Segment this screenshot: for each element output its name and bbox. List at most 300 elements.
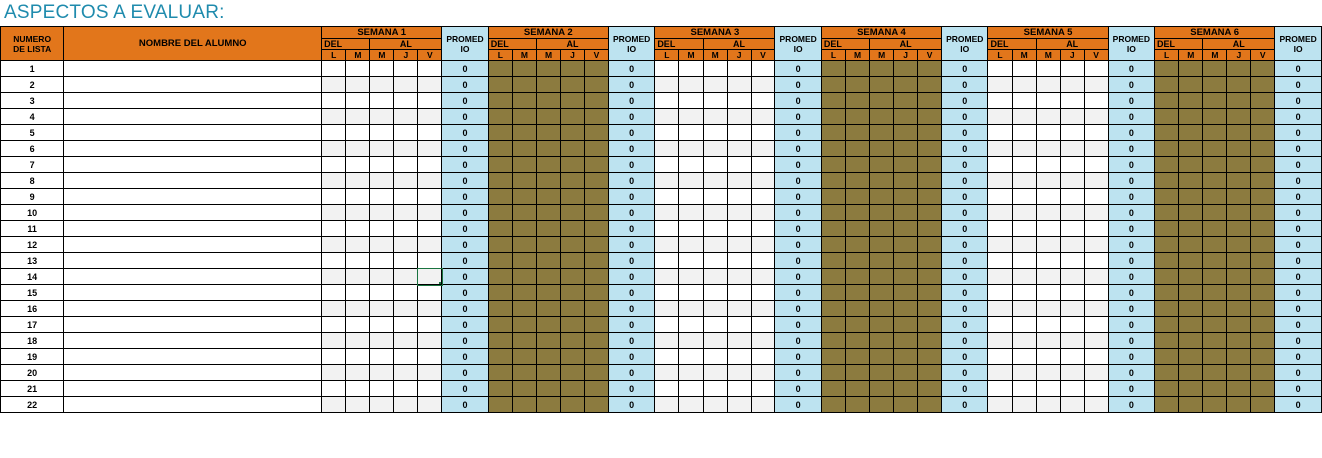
day-cell[interactable] bbox=[1155, 109, 1179, 125]
day-cell[interactable] bbox=[394, 141, 418, 157]
day-cell[interactable] bbox=[1012, 333, 1036, 349]
day-cell[interactable] bbox=[512, 365, 536, 381]
promedio-cell[interactable]: 0 bbox=[1275, 285, 1322, 301]
day-cell[interactable] bbox=[488, 157, 512, 173]
promedio-cell[interactable]: 0 bbox=[1275, 61, 1322, 77]
day-cell[interactable] bbox=[1227, 349, 1251, 365]
day-cell[interactable] bbox=[821, 157, 845, 173]
promedio-cell[interactable]: 0 bbox=[608, 253, 654, 269]
promedio-cell[interactable]: 0 bbox=[442, 93, 488, 109]
promedio-cell[interactable]: 0 bbox=[1108, 141, 1154, 157]
day-cell[interactable] bbox=[418, 189, 442, 205]
day-cell[interactable] bbox=[751, 317, 775, 333]
day-cell[interactable] bbox=[370, 237, 394, 253]
day-cell[interactable] bbox=[346, 365, 370, 381]
promedio-cell[interactable]: 0 bbox=[608, 365, 654, 381]
day-cell[interactable] bbox=[512, 301, 536, 317]
day-cell[interactable] bbox=[537, 253, 561, 269]
promedio-cell[interactable]: 0 bbox=[1108, 61, 1154, 77]
day-cell[interactable] bbox=[1060, 397, 1084, 413]
day-cell[interactable] bbox=[1227, 285, 1251, 301]
promedio-cell[interactable]: 0 bbox=[942, 61, 988, 77]
day-cell[interactable] bbox=[918, 381, 942, 397]
promedio-cell[interactable]: 0 bbox=[608, 397, 654, 413]
student-name-cell[interactable] bbox=[64, 317, 322, 333]
day-cell[interactable] bbox=[846, 397, 870, 413]
day-cell[interactable] bbox=[894, 77, 918, 93]
day-cell[interactable] bbox=[1227, 221, 1251, 237]
day-cell[interactable] bbox=[751, 269, 775, 285]
day-cell[interactable] bbox=[821, 237, 845, 253]
student-name-cell[interactable] bbox=[64, 205, 322, 221]
promedio-cell[interactable]: 0 bbox=[608, 269, 654, 285]
day-cell[interactable] bbox=[751, 221, 775, 237]
promedio-cell[interactable]: 0 bbox=[1108, 349, 1154, 365]
day-cell[interactable] bbox=[561, 93, 585, 109]
day-cell[interactable] bbox=[727, 109, 751, 125]
day-cell[interactable] bbox=[488, 205, 512, 221]
promedio-cell[interactable]: 0 bbox=[1108, 109, 1154, 125]
day-cell[interactable] bbox=[418, 365, 442, 381]
day-cell[interactable] bbox=[561, 317, 585, 333]
promedio-cell[interactable]: 0 bbox=[942, 285, 988, 301]
day-cell[interactable] bbox=[322, 349, 346, 365]
day-cell[interactable] bbox=[1012, 285, 1036, 301]
day-cell[interactable] bbox=[1060, 285, 1084, 301]
student-name-cell[interactable] bbox=[64, 221, 322, 237]
day-cell[interactable] bbox=[394, 237, 418, 253]
day-cell[interactable] bbox=[561, 237, 585, 253]
day-cell[interactable] bbox=[418, 285, 442, 301]
day-cell[interactable] bbox=[1203, 125, 1227, 141]
day-cell[interactable] bbox=[1203, 317, 1227, 333]
day-cell[interactable] bbox=[1227, 173, 1251, 189]
promedio-cell[interactable]: 0 bbox=[442, 141, 488, 157]
day-cell[interactable] bbox=[727, 365, 751, 381]
promedio-cell[interactable]: 0 bbox=[942, 205, 988, 221]
day-cell[interactable] bbox=[370, 205, 394, 221]
promedio-cell[interactable]: 0 bbox=[1275, 221, 1322, 237]
day-cell[interactable] bbox=[679, 349, 703, 365]
day-cell[interactable] bbox=[488, 349, 512, 365]
day-cell[interactable] bbox=[584, 77, 608, 93]
day-cell[interactable] bbox=[655, 237, 679, 253]
promedio-cell[interactable]: 0 bbox=[942, 269, 988, 285]
day-cell[interactable] bbox=[870, 237, 894, 253]
row-number-cell[interactable]: 14 bbox=[1, 269, 64, 285]
day-cell[interactable] bbox=[1060, 189, 1084, 205]
day-cell[interactable] bbox=[727, 237, 751, 253]
day-cell[interactable] bbox=[1084, 157, 1108, 173]
day-cell[interactable] bbox=[394, 253, 418, 269]
promedio-cell[interactable]: 0 bbox=[608, 141, 654, 157]
day-cell[interactable] bbox=[584, 93, 608, 109]
day-cell[interactable] bbox=[1060, 269, 1084, 285]
day-cell[interactable] bbox=[870, 93, 894, 109]
day-cell[interactable] bbox=[1060, 365, 1084, 381]
day-cell[interactable] bbox=[537, 189, 561, 205]
day-cell[interactable] bbox=[870, 141, 894, 157]
day-cell[interactable] bbox=[679, 61, 703, 77]
day-cell[interactable] bbox=[988, 77, 1012, 93]
day-cell[interactable] bbox=[679, 269, 703, 285]
day-cell[interactable] bbox=[394, 349, 418, 365]
day-cell[interactable] bbox=[870, 77, 894, 93]
day-cell[interactable] bbox=[703, 141, 727, 157]
day-cell[interactable] bbox=[1179, 77, 1203, 93]
day-cell[interactable] bbox=[394, 381, 418, 397]
day-cell[interactable] bbox=[1036, 125, 1060, 141]
day-cell[interactable] bbox=[679, 109, 703, 125]
day-cell[interactable] bbox=[1084, 109, 1108, 125]
day-cell[interactable] bbox=[346, 205, 370, 221]
day-cell[interactable] bbox=[561, 221, 585, 237]
day-cell[interactable] bbox=[655, 365, 679, 381]
day-cell[interactable] bbox=[1060, 77, 1084, 93]
day-cell[interactable] bbox=[1036, 93, 1060, 109]
day-cell[interactable] bbox=[1155, 301, 1179, 317]
day-cell[interactable] bbox=[488, 397, 512, 413]
day-cell[interactable] bbox=[821, 77, 845, 93]
day-cell[interactable] bbox=[394, 301, 418, 317]
day-cell[interactable] bbox=[846, 237, 870, 253]
day-cell[interactable] bbox=[584, 381, 608, 397]
day-cell[interactable] bbox=[846, 365, 870, 381]
day-cell[interactable] bbox=[846, 269, 870, 285]
day-cell[interactable] bbox=[537, 285, 561, 301]
day-cell[interactable] bbox=[1155, 237, 1179, 253]
day-cell[interactable] bbox=[370, 77, 394, 93]
day-cell[interactable] bbox=[418, 221, 442, 237]
day-cell[interactable] bbox=[821, 93, 845, 109]
day-cell[interactable] bbox=[679, 381, 703, 397]
day-cell[interactable] bbox=[512, 173, 536, 189]
day-cell[interactable] bbox=[394, 61, 418, 77]
day-cell[interactable] bbox=[1251, 221, 1275, 237]
promedio-cell[interactable]: 0 bbox=[775, 93, 821, 109]
day-cell[interactable] bbox=[537, 157, 561, 173]
day-cell[interactable] bbox=[584, 397, 608, 413]
day-cell[interactable] bbox=[394, 285, 418, 301]
day-cell[interactable] bbox=[727, 77, 751, 93]
day-cell[interactable] bbox=[1203, 189, 1227, 205]
day-cell[interactable] bbox=[988, 221, 1012, 237]
day-cell[interactable] bbox=[751, 157, 775, 173]
promedio-cell[interactable]: 0 bbox=[942, 301, 988, 317]
day-cell[interactable] bbox=[918, 349, 942, 365]
day-cell[interactable] bbox=[1036, 333, 1060, 349]
promedio-cell[interactable]: 0 bbox=[608, 173, 654, 189]
day-cell[interactable] bbox=[870, 205, 894, 221]
day-cell[interactable] bbox=[1060, 173, 1084, 189]
student-name-cell[interactable] bbox=[64, 157, 322, 173]
day-cell[interactable] bbox=[584, 61, 608, 77]
day-cell[interactable] bbox=[1251, 141, 1275, 157]
day-cell[interactable] bbox=[537, 109, 561, 125]
day-cell[interactable] bbox=[584, 365, 608, 381]
day-cell[interactable] bbox=[727, 381, 751, 397]
day-cell[interactable] bbox=[537, 317, 561, 333]
day-cell[interactable] bbox=[870, 61, 894, 77]
promedio-cell[interactable]: 0 bbox=[1108, 301, 1154, 317]
day-cell[interactable] bbox=[584, 141, 608, 157]
day-cell[interactable] bbox=[512, 109, 536, 125]
row-number-cell[interactable]: 12 bbox=[1, 237, 64, 253]
day-cell[interactable] bbox=[537, 269, 561, 285]
row-number-cell[interactable]: 2 bbox=[1, 77, 64, 93]
day-cell[interactable] bbox=[370, 285, 394, 301]
day-cell[interactable] bbox=[918, 109, 942, 125]
day-cell[interactable] bbox=[821, 285, 845, 301]
promedio-cell[interactable]: 0 bbox=[442, 301, 488, 317]
day-cell[interactable] bbox=[1155, 365, 1179, 381]
day-cell[interactable] bbox=[1227, 189, 1251, 205]
day-cell[interactable] bbox=[1060, 301, 1084, 317]
day-cell[interactable] bbox=[322, 269, 346, 285]
promedio-cell[interactable]: 0 bbox=[442, 221, 488, 237]
promedio-cell[interactable]: 0 bbox=[1275, 397, 1322, 413]
promedio-cell[interactable]: 0 bbox=[942, 77, 988, 93]
day-cell[interactable] bbox=[1179, 349, 1203, 365]
promedio-cell[interactable]: 0 bbox=[608, 333, 654, 349]
day-cell[interactable] bbox=[512, 189, 536, 205]
day-cell[interactable] bbox=[584, 221, 608, 237]
day-cell[interactable] bbox=[1012, 317, 1036, 333]
day-cell[interactable] bbox=[679, 141, 703, 157]
promedio-cell[interactable]: 0 bbox=[775, 205, 821, 221]
day-cell[interactable] bbox=[751, 333, 775, 349]
day-cell[interactable] bbox=[1227, 125, 1251, 141]
day-cell[interactable] bbox=[488, 237, 512, 253]
day-cell[interactable] bbox=[751, 173, 775, 189]
day-cell[interactable] bbox=[370, 333, 394, 349]
day-cell[interactable] bbox=[918, 301, 942, 317]
day-cell[interactable] bbox=[346, 93, 370, 109]
day-cell[interactable] bbox=[1060, 221, 1084, 237]
day-cell[interactable] bbox=[537, 381, 561, 397]
day-cell[interactable] bbox=[703, 301, 727, 317]
promedio-cell[interactable]: 0 bbox=[608, 157, 654, 173]
day-cell[interactable] bbox=[512, 93, 536, 109]
row-number-cell[interactable]: 11 bbox=[1, 221, 64, 237]
day-cell[interactable] bbox=[322, 61, 346, 77]
day-cell[interactable] bbox=[1036, 253, 1060, 269]
day-cell[interactable] bbox=[584, 333, 608, 349]
row-number-cell[interactable]: 16 bbox=[1, 301, 64, 317]
day-cell[interactable] bbox=[346, 301, 370, 317]
promedio-cell[interactable]: 0 bbox=[442, 397, 488, 413]
day-cell[interactable] bbox=[821, 173, 845, 189]
row-number-cell[interactable]: 1 bbox=[1, 61, 64, 77]
day-cell[interactable] bbox=[370, 221, 394, 237]
promedio-cell[interactable]: 0 bbox=[942, 93, 988, 109]
day-cell[interactable] bbox=[1012, 381, 1036, 397]
day-cell[interactable] bbox=[679, 125, 703, 141]
day-cell[interactable] bbox=[846, 253, 870, 269]
day-cell[interactable] bbox=[1084, 333, 1108, 349]
student-name-cell[interactable] bbox=[64, 285, 322, 301]
promedio-cell[interactable]: 0 bbox=[775, 333, 821, 349]
day-cell[interactable] bbox=[418, 333, 442, 349]
day-cell[interactable] bbox=[679, 237, 703, 253]
day-cell[interactable] bbox=[1251, 333, 1275, 349]
day-cell[interactable] bbox=[418, 301, 442, 317]
day-cell[interactable] bbox=[418, 77, 442, 93]
day-cell[interactable] bbox=[751, 237, 775, 253]
promedio-cell[interactable]: 0 bbox=[775, 157, 821, 173]
promedio-cell[interactable]: 0 bbox=[775, 237, 821, 253]
day-cell[interactable] bbox=[821, 269, 845, 285]
day-cell[interactable] bbox=[918, 365, 942, 381]
day-cell[interactable] bbox=[370, 173, 394, 189]
day-cell[interactable] bbox=[488, 221, 512, 237]
day-cell[interactable] bbox=[1179, 189, 1203, 205]
day-cell[interactable] bbox=[1155, 205, 1179, 221]
row-number-cell[interactable]: 3 bbox=[1, 93, 64, 109]
day-cell[interactable] bbox=[1227, 157, 1251, 173]
day-cell[interactable] bbox=[727, 125, 751, 141]
day-cell[interactable] bbox=[918, 397, 942, 413]
promedio-cell[interactable]: 0 bbox=[1275, 173, 1322, 189]
day-cell[interactable] bbox=[561, 301, 585, 317]
day-cell[interactable] bbox=[346, 109, 370, 125]
day-cell[interactable] bbox=[1227, 269, 1251, 285]
promedio-cell[interactable]: 0 bbox=[1275, 333, 1322, 349]
day-cell[interactable] bbox=[1203, 269, 1227, 285]
promedio-cell[interactable]: 0 bbox=[442, 349, 488, 365]
day-cell[interactable] bbox=[488, 381, 512, 397]
day-cell[interactable] bbox=[894, 157, 918, 173]
day-cell[interactable] bbox=[655, 349, 679, 365]
day-cell[interactable] bbox=[846, 125, 870, 141]
day-cell[interactable] bbox=[821, 253, 845, 269]
day-cell[interactable] bbox=[988, 269, 1012, 285]
day-cell[interactable] bbox=[537, 173, 561, 189]
day-cell[interactable] bbox=[1084, 365, 1108, 381]
promedio-cell[interactable]: 0 bbox=[608, 349, 654, 365]
day-cell[interactable] bbox=[322, 189, 346, 205]
day-cell[interactable] bbox=[894, 365, 918, 381]
day-cell[interactable] bbox=[1012, 397, 1036, 413]
day-cell[interactable] bbox=[394, 221, 418, 237]
day-cell[interactable] bbox=[537, 365, 561, 381]
day-cell[interactable] bbox=[894, 333, 918, 349]
day-cell[interactable] bbox=[1012, 221, 1036, 237]
promedio-cell[interactable]: 0 bbox=[775, 365, 821, 381]
row-number-cell[interactable]: 5 bbox=[1, 125, 64, 141]
day-cell[interactable] bbox=[584, 253, 608, 269]
day-cell[interactable] bbox=[1012, 77, 1036, 93]
day-cell[interactable] bbox=[488, 365, 512, 381]
day-cell[interactable] bbox=[1251, 205, 1275, 221]
day-cell[interactable] bbox=[1155, 381, 1179, 397]
day-cell[interactable] bbox=[394, 205, 418, 221]
day-cell[interactable] bbox=[988, 333, 1012, 349]
student-name-cell[interactable] bbox=[64, 141, 322, 157]
day-cell[interactable] bbox=[679, 285, 703, 301]
day-cell[interactable] bbox=[894, 349, 918, 365]
day-cell[interactable] bbox=[584, 285, 608, 301]
day-cell[interactable] bbox=[988, 237, 1012, 253]
day-cell[interactable] bbox=[1227, 381, 1251, 397]
day-cell[interactable] bbox=[679, 189, 703, 205]
promedio-cell[interactable]: 0 bbox=[442, 125, 488, 141]
day-cell[interactable] bbox=[727, 157, 751, 173]
promedio-cell[interactable]: 0 bbox=[942, 157, 988, 173]
day-cell[interactable] bbox=[1084, 397, 1108, 413]
day-cell[interactable] bbox=[1012, 301, 1036, 317]
promedio-cell[interactable]: 0 bbox=[442, 269, 488, 285]
student-name-cell[interactable] bbox=[64, 333, 322, 349]
promedio-cell[interactable]: 0 bbox=[608, 237, 654, 253]
day-cell[interactable] bbox=[679, 93, 703, 109]
day-cell[interactable] bbox=[322, 77, 346, 93]
day-cell[interactable] bbox=[846, 301, 870, 317]
day-cell[interactable] bbox=[346, 317, 370, 333]
promedio-cell[interactable]: 0 bbox=[775, 125, 821, 141]
promedio-cell[interactable]: 0 bbox=[775, 61, 821, 77]
day-cell[interactable] bbox=[988, 61, 1012, 77]
day-cell[interactable] bbox=[418, 205, 442, 221]
day-cell[interactable] bbox=[488, 93, 512, 109]
day-cell[interactable] bbox=[1084, 141, 1108, 157]
promedio-cell[interactable]: 0 bbox=[775, 301, 821, 317]
day-cell[interactable] bbox=[821, 317, 845, 333]
day-cell[interactable] bbox=[322, 317, 346, 333]
day-cell[interactable] bbox=[988, 301, 1012, 317]
day-cell[interactable] bbox=[1179, 381, 1203, 397]
promedio-cell[interactable]: 0 bbox=[775, 173, 821, 189]
day-cell[interactable] bbox=[1155, 141, 1179, 157]
day-cell[interactable] bbox=[1084, 317, 1108, 333]
promedio-cell[interactable]: 0 bbox=[1108, 189, 1154, 205]
day-cell[interactable] bbox=[679, 205, 703, 221]
day-cell[interactable] bbox=[821, 189, 845, 205]
day-cell[interactable] bbox=[512, 125, 536, 141]
day-cell[interactable] bbox=[370, 125, 394, 141]
day-cell[interactable] bbox=[655, 109, 679, 125]
promedio-cell[interactable]: 0 bbox=[442, 189, 488, 205]
day-cell[interactable] bbox=[1036, 61, 1060, 77]
day-cell[interactable] bbox=[918, 333, 942, 349]
day-cell[interactable] bbox=[918, 205, 942, 221]
day-cell[interactable] bbox=[394, 157, 418, 173]
day-cell[interactable] bbox=[751, 365, 775, 381]
day-cell[interactable] bbox=[846, 109, 870, 125]
day-cell[interactable] bbox=[370, 381, 394, 397]
day-cell[interactable] bbox=[1155, 349, 1179, 365]
day-cell[interactable] bbox=[584, 301, 608, 317]
day-cell[interactable] bbox=[488, 125, 512, 141]
day-cell[interactable] bbox=[1036, 285, 1060, 301]
day-cell[interactable] bbox=[418, 93, 442, 109]
day-cell[interactable] bbox=[1012, 205, 1036, 221]
day-cell[interactable] bbox=[894, 125, 918, 141]
day-cell[interactable] bbox=[1179, 61, 1203, 77]
day-cell[interactable] bbox=[751, 141, 775, 157]
day-cell[interactable] bbox=[870, 349, 894, 365]
day-cell[interactable] bbox=[418, 173, 442, 189]
day-cell[interactable] bbox=[488, 317, 512, 333]
promedio-cell[interactable]: 0 bbox=[1108, 157, 1154, 173]
day-cell[interactable] bbox=[370, 269, 394, 285]
day-cell[interactable] bbox=[1203, 349, 1227, 365]
day-cell[interactable] bbox=[512, 77, 536, 93]
promedio-cell[interactable]: 0 bbox=[942, 333, 988, 349]
day-cell[interactable] bbox=[346, 61, 370, 77]
day-cell[interactable] bbox=[988, 189, 1012, 205]
day-cell[interactable] bbox=[751, 349, 775, 365]
